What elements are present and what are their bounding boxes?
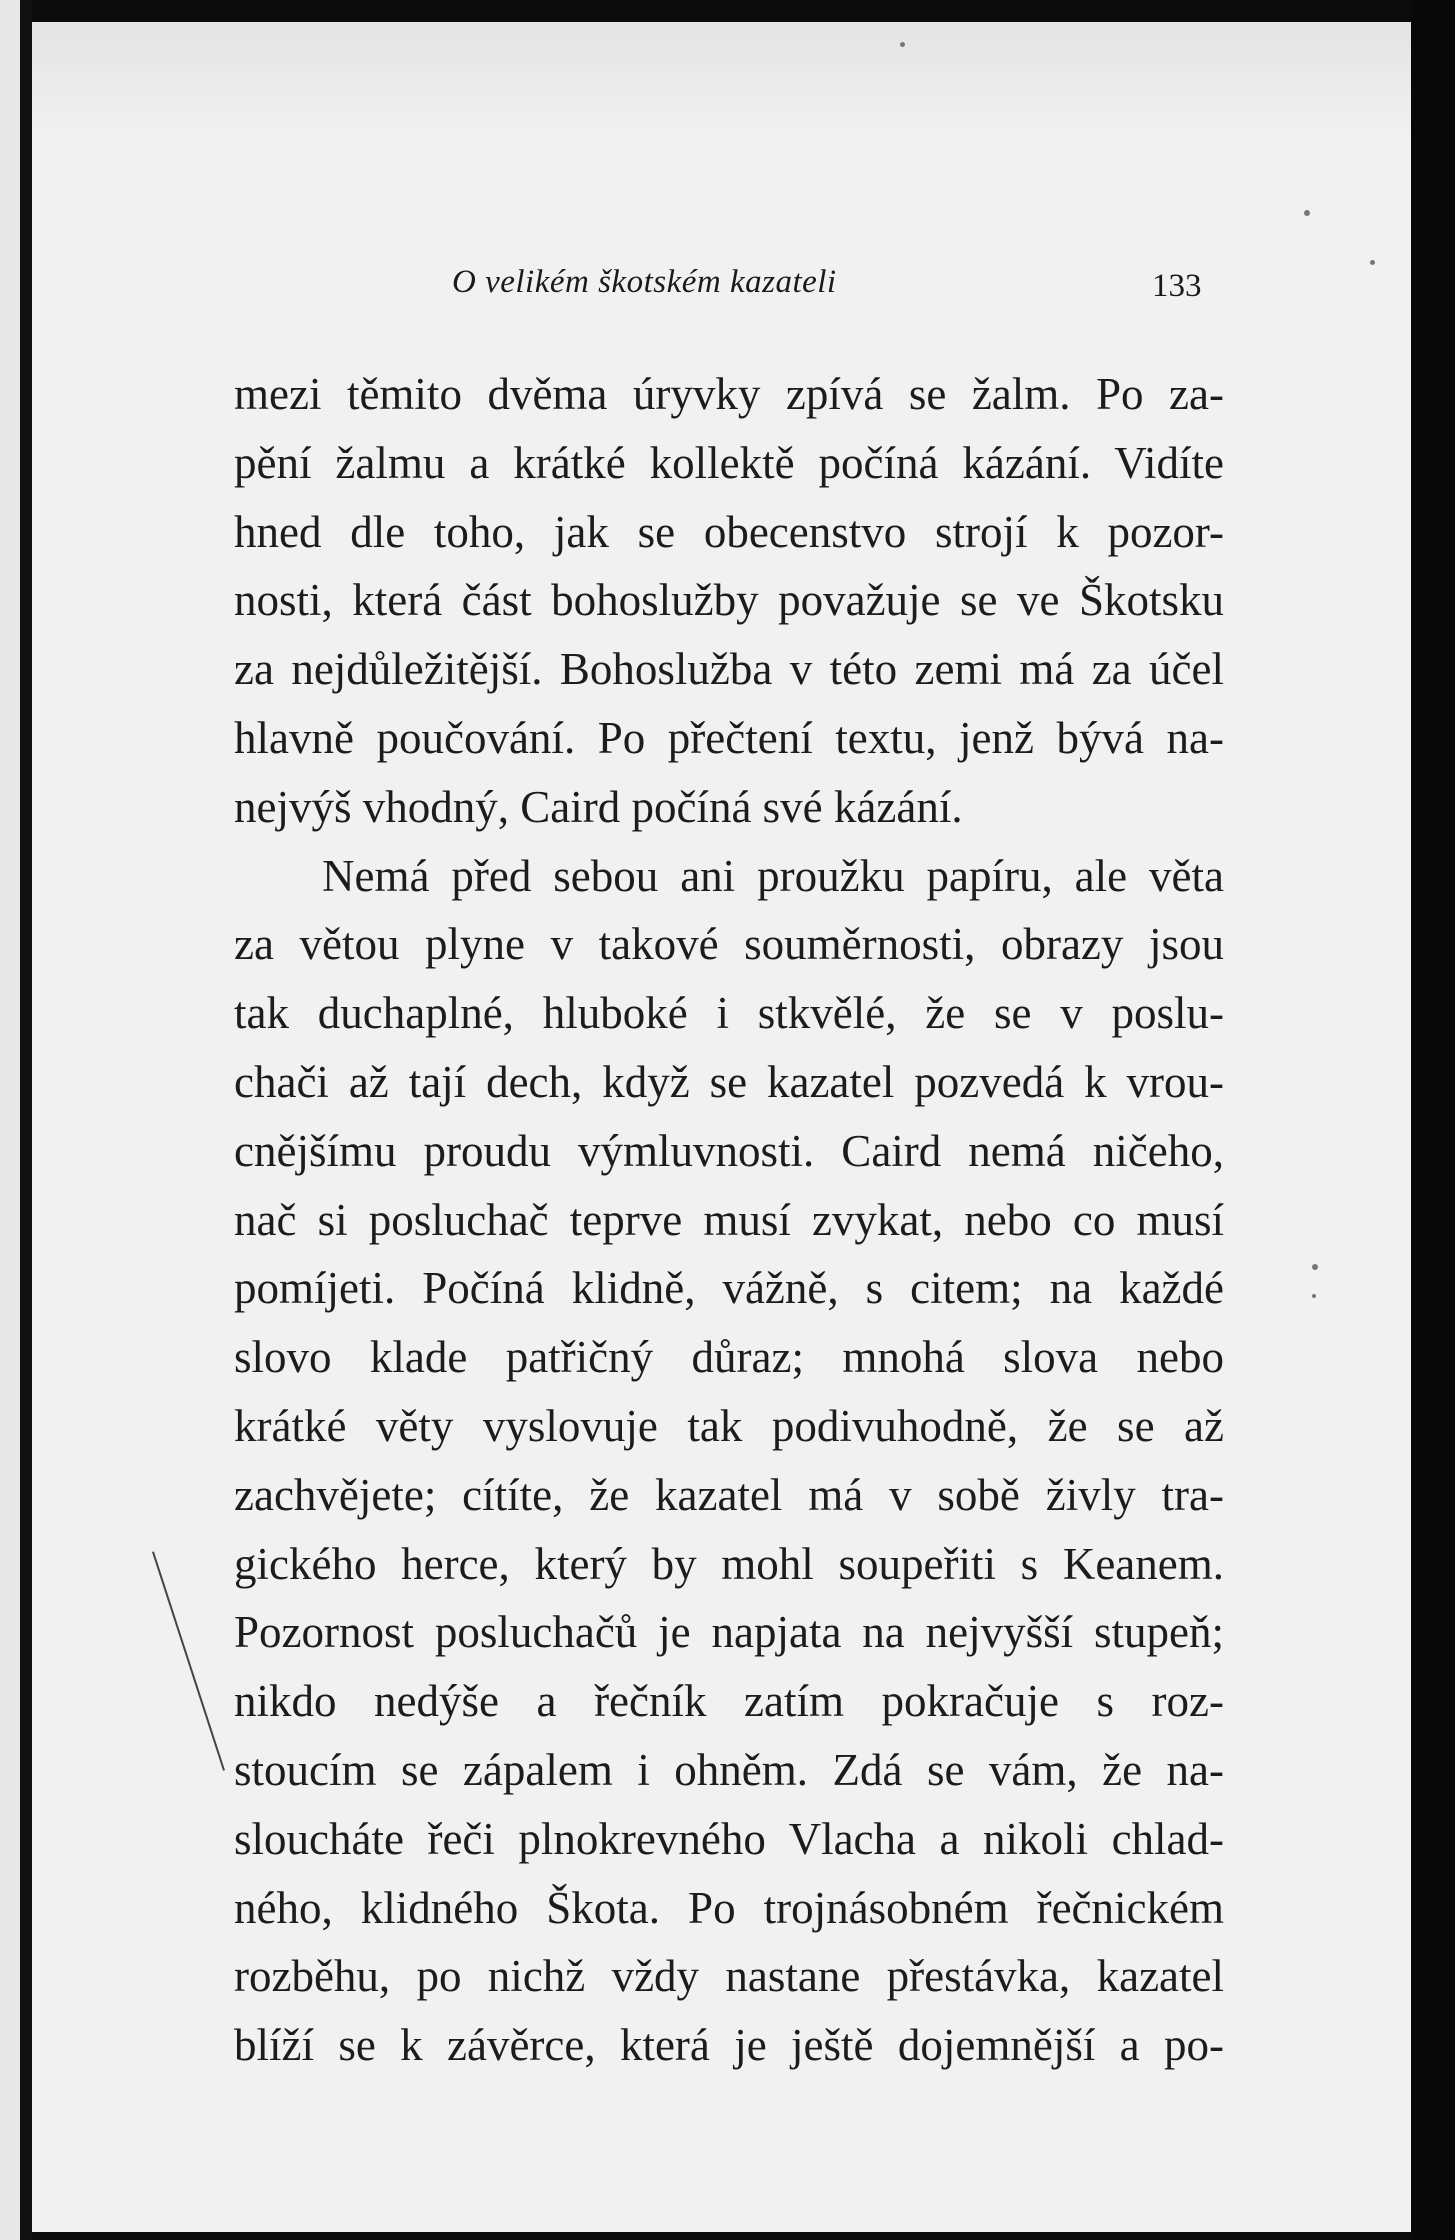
text-line: krátké věty vyslovuje tak podivuhodně, že se až: [234, 1400, 1224, 1451]
page-number: 133: [1152, 268, 1202, 304]
scan-speck: [1370, 260, 1375, 265]
text-line: nejvýš vhodný, Caird počíná své kázání.: [234, 781, 963, 832]
text-line: Pozornost posluchačů je napjata na nejvyšší stupeň;: [234, 1607, 1224, 1658]
text-line: blíží se k závěrce, která je ještě dojemnější a po-: [234, 2020, 1224, 2071]
text-line: pění žalmu a krátké kollektě počíná kázání. Vidíte: [234, 437, 1224, 488]
body-text: [234, 360, 1224, 2080]
text-line: hned dle toho, jak se obecenstvo strojí k pozor-: [234, 506, 1224, 557]
text-line: za větou plyne v takové souměrnosti, obrazy jsou: [234, 919, 1224, 970]
text-line: zachvějete; cítíte, že kazatel má v sobě živly tra-: [234, 1469, 1224, 1520]
scan-right-shadow: [1411, 0, 1455, 2240]
text-line: stoucím se zápalem i ohněm. Zdá se vám, že na-: [234, 1744, 1224, 1795]
text-line: ného, klidného Škota. Po trojnásobném řečnickém: [234, 1882, 1224, 1933]
book-page: [32, 22, 1412, 2232]
text-line: hlavně poučování. Po přečtení textu, jenž bývá na-: [234, 712, 1224, 763]
text-line: nosti, která část bohoslužby považuje se ve Škotsku: [234, 575, 1224, 626]
text-line: sloucháte řeči plnokrevného Vlacha a nikoli chlad-: [234, 1813, 1224, 1864]
running-title: O velikém škotském kazateli: [452, 264, 837, 300]
text-line: mezi těmito dvěma úryvky zpívá se žalm. Po za-: [234, 369, 1224, 419]
text-line: Nemá před sebou ani proužku papíru, ale věta: [322, 850, 1224, 901]
text-line: gického herce, který by mohl soupeřiti s Keanem.: [234, 1538, 1224, 1589]
text-line: slovo klade patřičný důraz; mnohá slova nebo: [234, 1332, 1224, 1383]
scan-speck: [1312, 1264, 1318, 1270]
scan-speck: [1312, 1294, 1316, 1298]
scan-binding-shadow: [20, 0, 32, 2240]
scan-left-margin: [0, 0, 20, 2240]
text-line: tak duchaplné, hluboké i stkvělé, že se v poslu-: [234, 988, 1224, 1039]
scan-speck: [900, 42, 905, 47]
text-line: nač si posluchač teprve musí zvykat, nebo co musí: [234, 1194, 1224, 1245]
text-line: cnějšímu proudu výmluvnosti. Caird nemá ničeho,: [234, 1125, 1224, 1176]
text-line: chači až tají dech, když se kazatel pozvedá k vrou-: [234, 1056, 1224, 1107]
text-line: pomíjeti. Počíná klidně, vážně, s citem; na každé: [234, 1263, 1224, 1314]
text-line: rozběhu, po nichž vždy nastane přestávka, kazatel: [234, 1951, 1224, 2002]
scan-scratch: [152, 1551, 225, 1770]
scan-speck: [1304, 210, 1310, 216]
text-line: za nejdůležitější. Bohoslužba v této zemi má za účel: [234, 644, 1224, 695]
text-line: nikdo nedýše a řečník zatím pokračuje s roz-: [234, 1676, 1224, 1727]
